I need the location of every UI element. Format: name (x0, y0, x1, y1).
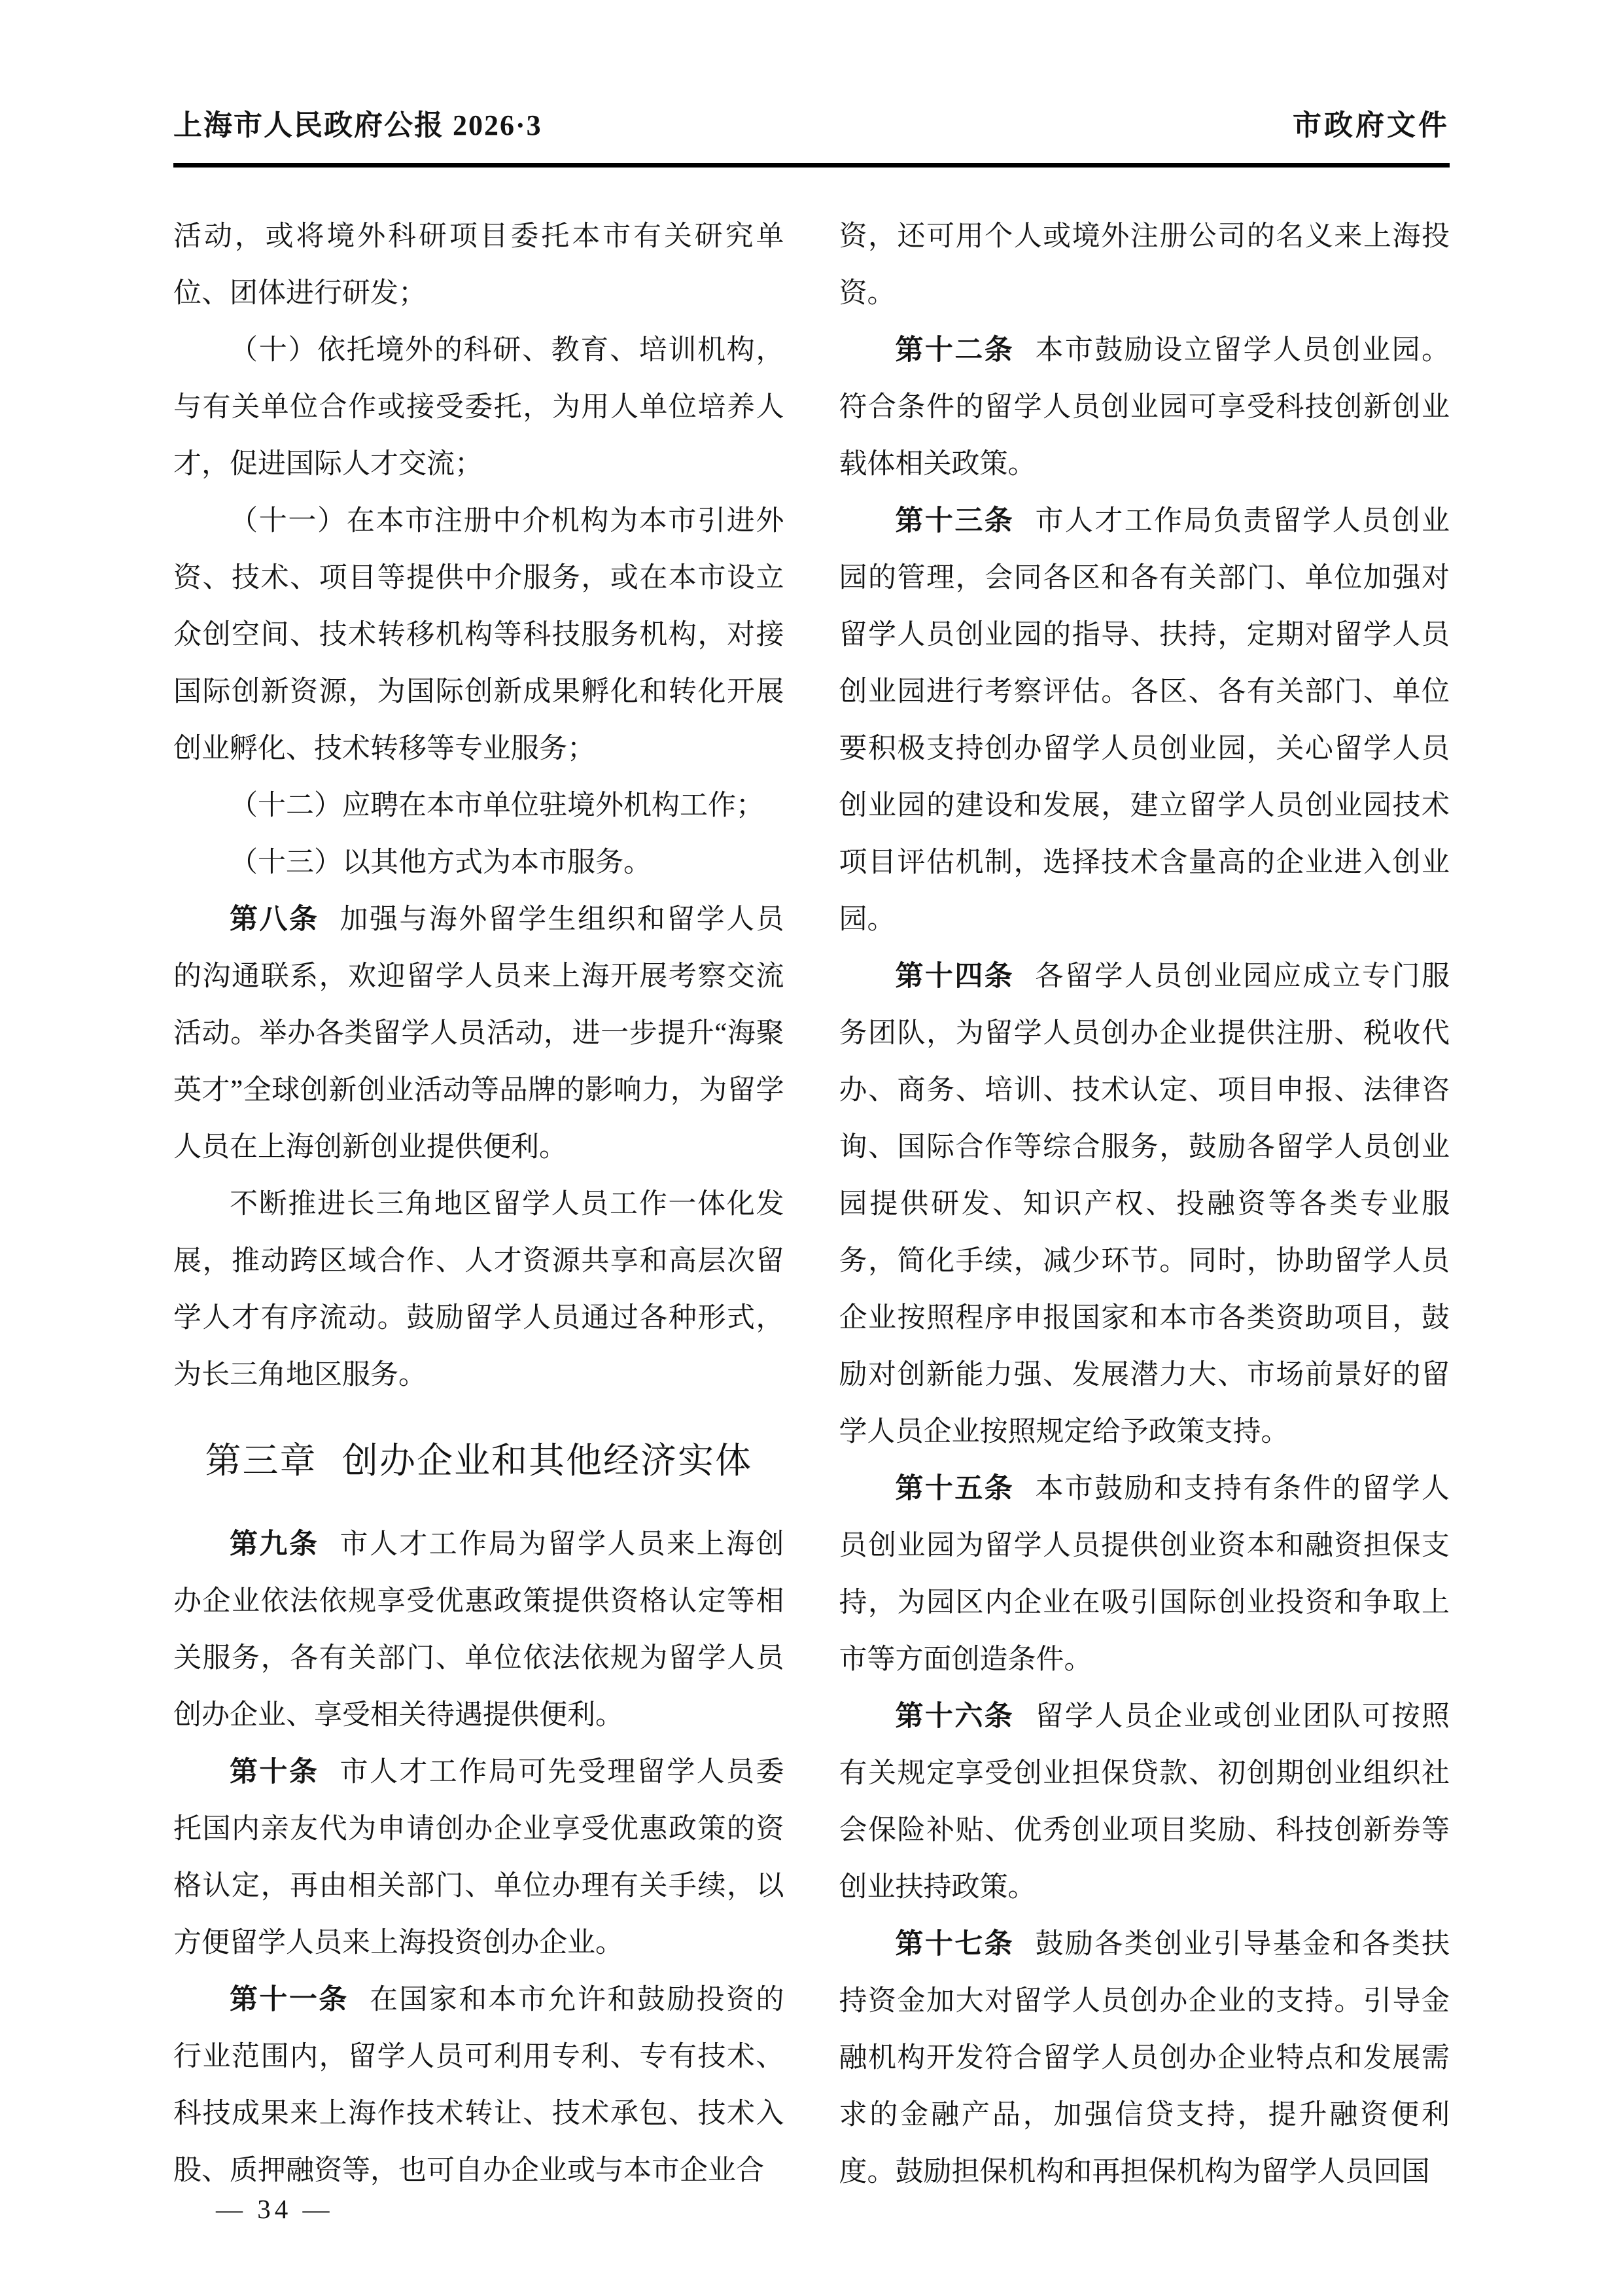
paragraph-text: 各留学人员创业园应成立专门服务团队，为留学人员创办企业提供注册、税收代办、商务、培训、技术认定、项目申报、法律咨询、国际合作等综合服务，鼓励各留学人员创业园提供研发、知识产权、投融资等各类专业服务，简化手续，减少环节。同时，协助留学人员企业按照程序申报国家和本市各类资助项目，鼓励对创新能力强、发展潜力大、市场前景好的留学人员企业按照规定给予政策支持。 (839, 961, 1450, 1447)
paragraph-text: 加强与海外留学生组织和留学人员的沟通联系，欢迎留学人员来上海开展考察交流活动。举办各类留学人员活动，进一步提升“海聚英才”全球创新创业活动等品牌的影响力，为留学人员在上海创新创业提供便利。 (173, 904, 784, 1163)
paragraph-text: （十）依托境外的科研、教育、培训机构，与有关单位合作或接受委托，为用人单位培养人才，促进国际人才交流； (173, 335, 784, 480)
paragraph (839, 1460, 1450, 1688)
article-number: 第十一条 (230, 1984, 349, 2015)
paragraph-text: 在国家和本市允许和鼓励投资的行业范围内，留学人员可利用专利、专有技术、科技成果来上海作技术转让、技术承包、技术入股、质押融资等，也可自办企业或与本市企业合 (173, 1985, 784, 2186)
right-column (839, 208, 1450, 2200)
chapter-heading (173, 1428, 784, 1494)
paragraph (173, 834, 784, 891)
paragraph-text: 活动，或将境外科研项目委托本市有关研究单位、团体进行研发； (173, 221, 784, 309)
paragraph-text: （十二）应聘在本市单位驻境外机构工作； (230, 790, 764, 821)
article-number: 第十二条 (895, 334, 1015, 366)
paragraph (839, 1916, 1450, 2200)
paragraph-text: 本市鼓励和支持有条件的留学人员创业园为留学人员提供创业资本和融资担保支持，为园区内企业在吸引国际创业投资和争取上市等方面创造条件。 (839, 1474, 1450, 1675)
document-category: 市政府文件 (1293, 109, 1450, 141)
left-column (173, 208, 784, 2200)
paragraph-text: 鼓励各类创业引导基金和各类扶持资金加大对留学人员创办企业的支持。引导金融机构开发符合留学人员创办企业特点和发展需求的金融产品，加强信贷支持，提升融资便利度。鼓励担保机构和再担保机构为留学人员回国 (839, 1929, 1450, 2187)
paragraph-text: 本市鼓励设立留学人员创业园。符合条件的留学人员创业园可享受科技创新创业载体相关政策。 (839, 335, 1450, 480)
paragraph-text: 不断推进长三角地区留学人员工作一体化发展，推动跨区域合作、人才资源共享和高层次留学人才有序流动。鼓励留学人员通过各种形式，为长三角地区服务。 (173, 1189, 784, 1390)
article-number: 第十六条 (895, 1701, 1015, 1732)
article-number: 第九条 (230, 1528, 319, 1560)
paragraph-text: （十一）在本市注册中介机构为本市引进外资、技术、项目等提供中介服务，或在本市设立众创空间、技术转移机构等科技服务机构，对接国际创新资源，为国际创新成果孵化和转化开展创业孵化、技术转移等专业服务； (173, 506, 784, 764)
paragraph (173, 777, 784, 834)
paragraph (173, 891, 784, 1176)
paragraph (839, 948, 1450, 1460)
page-header (173, 101, 1450, 168)
paragraph-text: 市人才工作局负责留学人员创业园的管理，会同各区和各有关部门、单位加强对留学人员创业园的指导、扶持，定期对留学人员创业园进行考察评估。各区、各有关部门、单位要积极支持创办留学人员创业园，关心留学人员创业园的建设和发展，建立留学人员创业园技术项目评估机制，选择技术含量高的企业进入创业园。 (839, 506, 1450, 935)
paragraph (173, 1971, 784, 2199)
paragraph-text: 市人才工作局为留学人员来上海创办企业依法依规享受优惠政策提供资格认定等相关服务，各有关部门、单位依法依规为留学人员创办企业、享受相关待遇提供便利。 (173, 1529, 784, 1731)
chapter-title: 创办企业和其他经济实体 (342, 1441, 753, 1481)
article-number: 第八条 (230, 904, 319, 935)
article-number: 第十七条 (895, 1928, 1015, 1960)
chapter-number: 第三章 (205, 1441, 317, 1481)
paragraph (839, 1688, 1450, 1916)
paragraph (173, 1744, 784, 1971)
paragraph-text: 留学人员企业或创业团队可按照有关规定享受创业担保贷款、初创期创业组织社会保险补贴、优秀创业项目奖励、科技创新券等创业扶持政策。 (839, 1701, 1450, 1903)
article-number: 第十四条 (895, 961, 1015, 992)
paragraph (173, 322, 784, 493)
two-column-body (173, 208, 1450, 2200)
paragraph (839, 322, 1450, 493)
article-number: 第十条 (230, 1756, 319, 1788)
paragraph (173, 1176, 784, 1404)
paragraph (839, 493, 1450, 948)
paragraph-text: （十三）以其他方式为本市服务。 (230, 847, 652, 878)
paragraph (173, 1516, 784, 1744)
paragraph-text: 市人才工作局可先受理留学人员委托国内亲友代为申请创办企业享受优惠政策的资格认定，再由相关部门、单位办理有关手续，以方便留学人员来上海投资创办企业。 (173, 1757, 784, 1958)
paragraph (173, 493, 784, 777)
paragraph (839, 208, 1450, 322)
gazette-title: 上海市人民政府公报 2026·3 (173, 109, 542, 141)
paragraph (173, 208, 784, 322)
article-number: 第十三条 (895, 505, 1015, 537)
page-number: — 34 — (216, 2194, 334, 2224)
paragraph-text: 资，还可用个人或境外注册公司的名义来上海投资。 (839, 221, 1450, 309)
article-number: 第十五条 (895, 1473, 1015, 1504)
